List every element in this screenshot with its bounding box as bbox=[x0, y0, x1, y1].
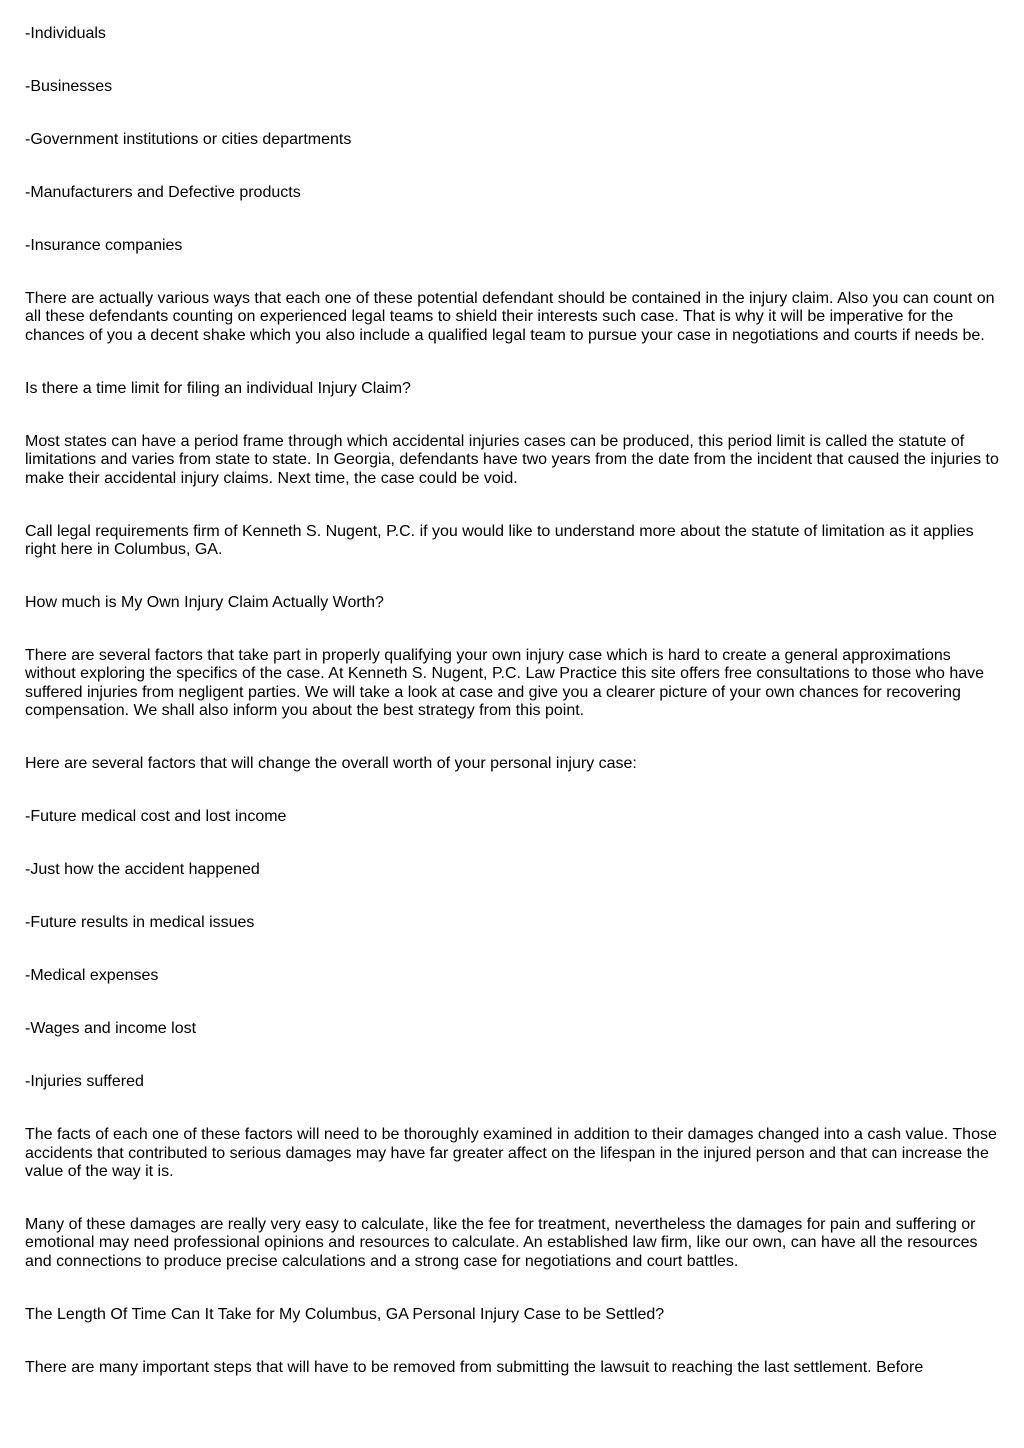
paragraph-statute: Most states can have a period frame through which accidental injuries cases can be produced, this period limit is called the statute of limitations and varies from state to state. In Georgia, defendants have two years from the date from the incident that caused the injuries to make their accidental injury claims. Next time, the case could be void. bbox=[25, 432, 999, 487]
list-item-businesses: -Businesses bbox=[25, 78, 113, 95]
paragraph-call-firm: Call legal requirements firm of Kenneth S. Nugent, P.C. if you would like to understand more about the statute of limitation as it applies right here in Columbus, GA. bbox=[25, 522, 974, 559]
list-item-future-results: -Future results in medical issues bbox=[25, 914, 255, 932]
document-page bbox=[25, 25, 1001, 1412]
list-item-insurance: -Insurance companies bbox=[25, 237, 183, 254]
paragraph-factors: There are several factors that take part in properly qualifying your own injury case which is hard to create a general approximations without exploring the specifics of the case. At Kenneth S. Nugent, P.C. Law Practice this site offers free consultations to those who have suffered injuries from negligent parties. We will take a look at case and give you a clearer picture of your own chances for recovering compensation. We shall also inform you about the best strategy from this point. bbox=[25, 647, 985, 720]
list-item-government: -Government institutions or cities departments bbox=[25, 131, 352, 148]
list-item-future-medical: -Future medical cost and lost income bbox=[25, 808, 287, 826]
list-item-individuals: -Individuals bbox=[25, 25, 106, 42]
list-item-manufacturers: -Manufacturers and Defective products bbox=[25, 184, 301, 201]
list-item-wages: -Wages and income lost bbox=[25, 1020, 197, 1038]
list-item-accident: -Just how the accident happened bbox=[25, 861, 260, 879]
paragraph-defendants: There are actually various ways that each one of these potential defendant should be contained in the injury claim. Also you can count on all these defendants counting on experienced legal teams to shield their interests such case. That is why it will be imperative for the chances of you a decent shake which you also include a qualified legal team to pursue your case in negotiations and courts if needs be. bbox=[25, 290, 995, 344]
heading-claim-worth: How much is My Own Injury Claim Actually Worth? bbox=[25, 594, 384, 612]
paragraph-facts: The facts of each one of these factors will need to be thoroughly examined in addition to their damages changed into a cash value. Those accidents that contributed to serious damages may have far greater affect on the lifespan in the injured person and that can increase the value of the way it is. bbox=[25, 1126, 997, 1181]
heading-time-limit: Is there a time limit for filing an individual Injury Claim? bbox=[25, 379, 411, 397]
paragraph-factors-intro: Here are several factors that will change the overall worth of your personal injury case: bbox=[25, 755, 637, 773]
paragraph-damages: Many of these damages are really very easy to calculate, like the fee for treatment, nevertheless the damages for pain and suffering or emotional may need professional opinions and resources to calculate. An established law firm, like our own, can have all the resources and connections to produce precise calculations and a strong case for negotiations and court battles. bbox=[25, 1216, 978, 1270]
list-item-medical-expenses: -Medical expenses bbox=[25, 967, 159, 985]
list-item-injuries: -Injuries suffered bbox=[25, 1073, 144, 1091]
paragraph-steps: There are many important steps that will have to be removed from submitting the lawsuit to reaching the last settlement. Before bbox=[25, 1358, 924, 1376]
heading-settlement-time: The Length Of Time Can It Take for My Columbus, GA Personal Injury Case to be Settled? bbox=[25, 1305, 665, 1323]
